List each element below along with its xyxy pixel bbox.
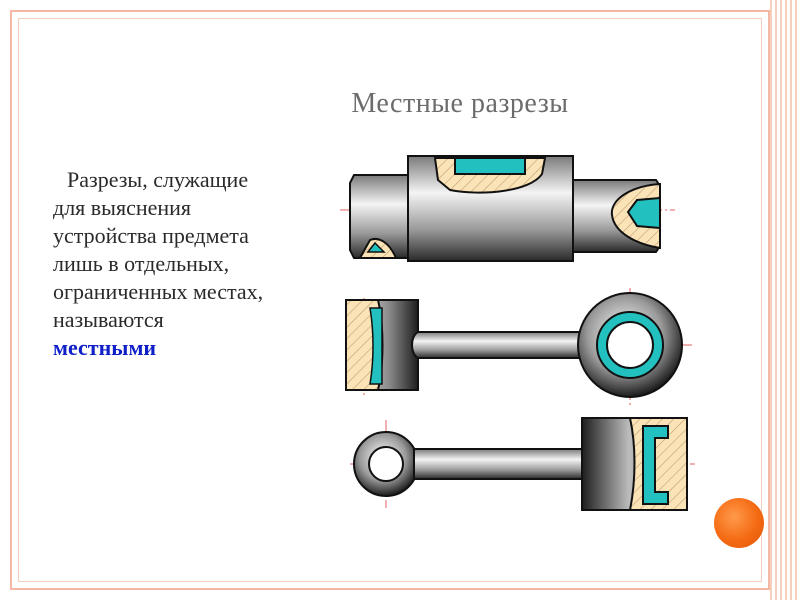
decorative-stripe: [770, 0, 800, 600]
body-line-3: устройства предмета: [53, 223, 249, 248]
body-line-2: для выяснения: [53, 195, 192, 220]
body-line-5: ограниченных местах,: [53, 279, 264, 304]
body-line-6: называются: [53, 307, 164, 332]
body-line-4: лишь в отдельных,: [53, 251, 230, 276]
body-line-1: Разрезы, служащие: [67, 167, 249, 192]
shaft-part: [340, 156, 675, 261]
slide-body-text: [53, 166, 333, 362]
technical-drawing: [330, 140, 710, 530]
rod-part-2: [350, 418, 695, 510]
highlight-term: местными: [53, 335, 157, 360]
slide-title: Местные разрезы: [351, 88, 569, 119]
rod-part-1: [346, 288, 695, 405]
decorative-orange-circle: [714, 498, 764, 548]
